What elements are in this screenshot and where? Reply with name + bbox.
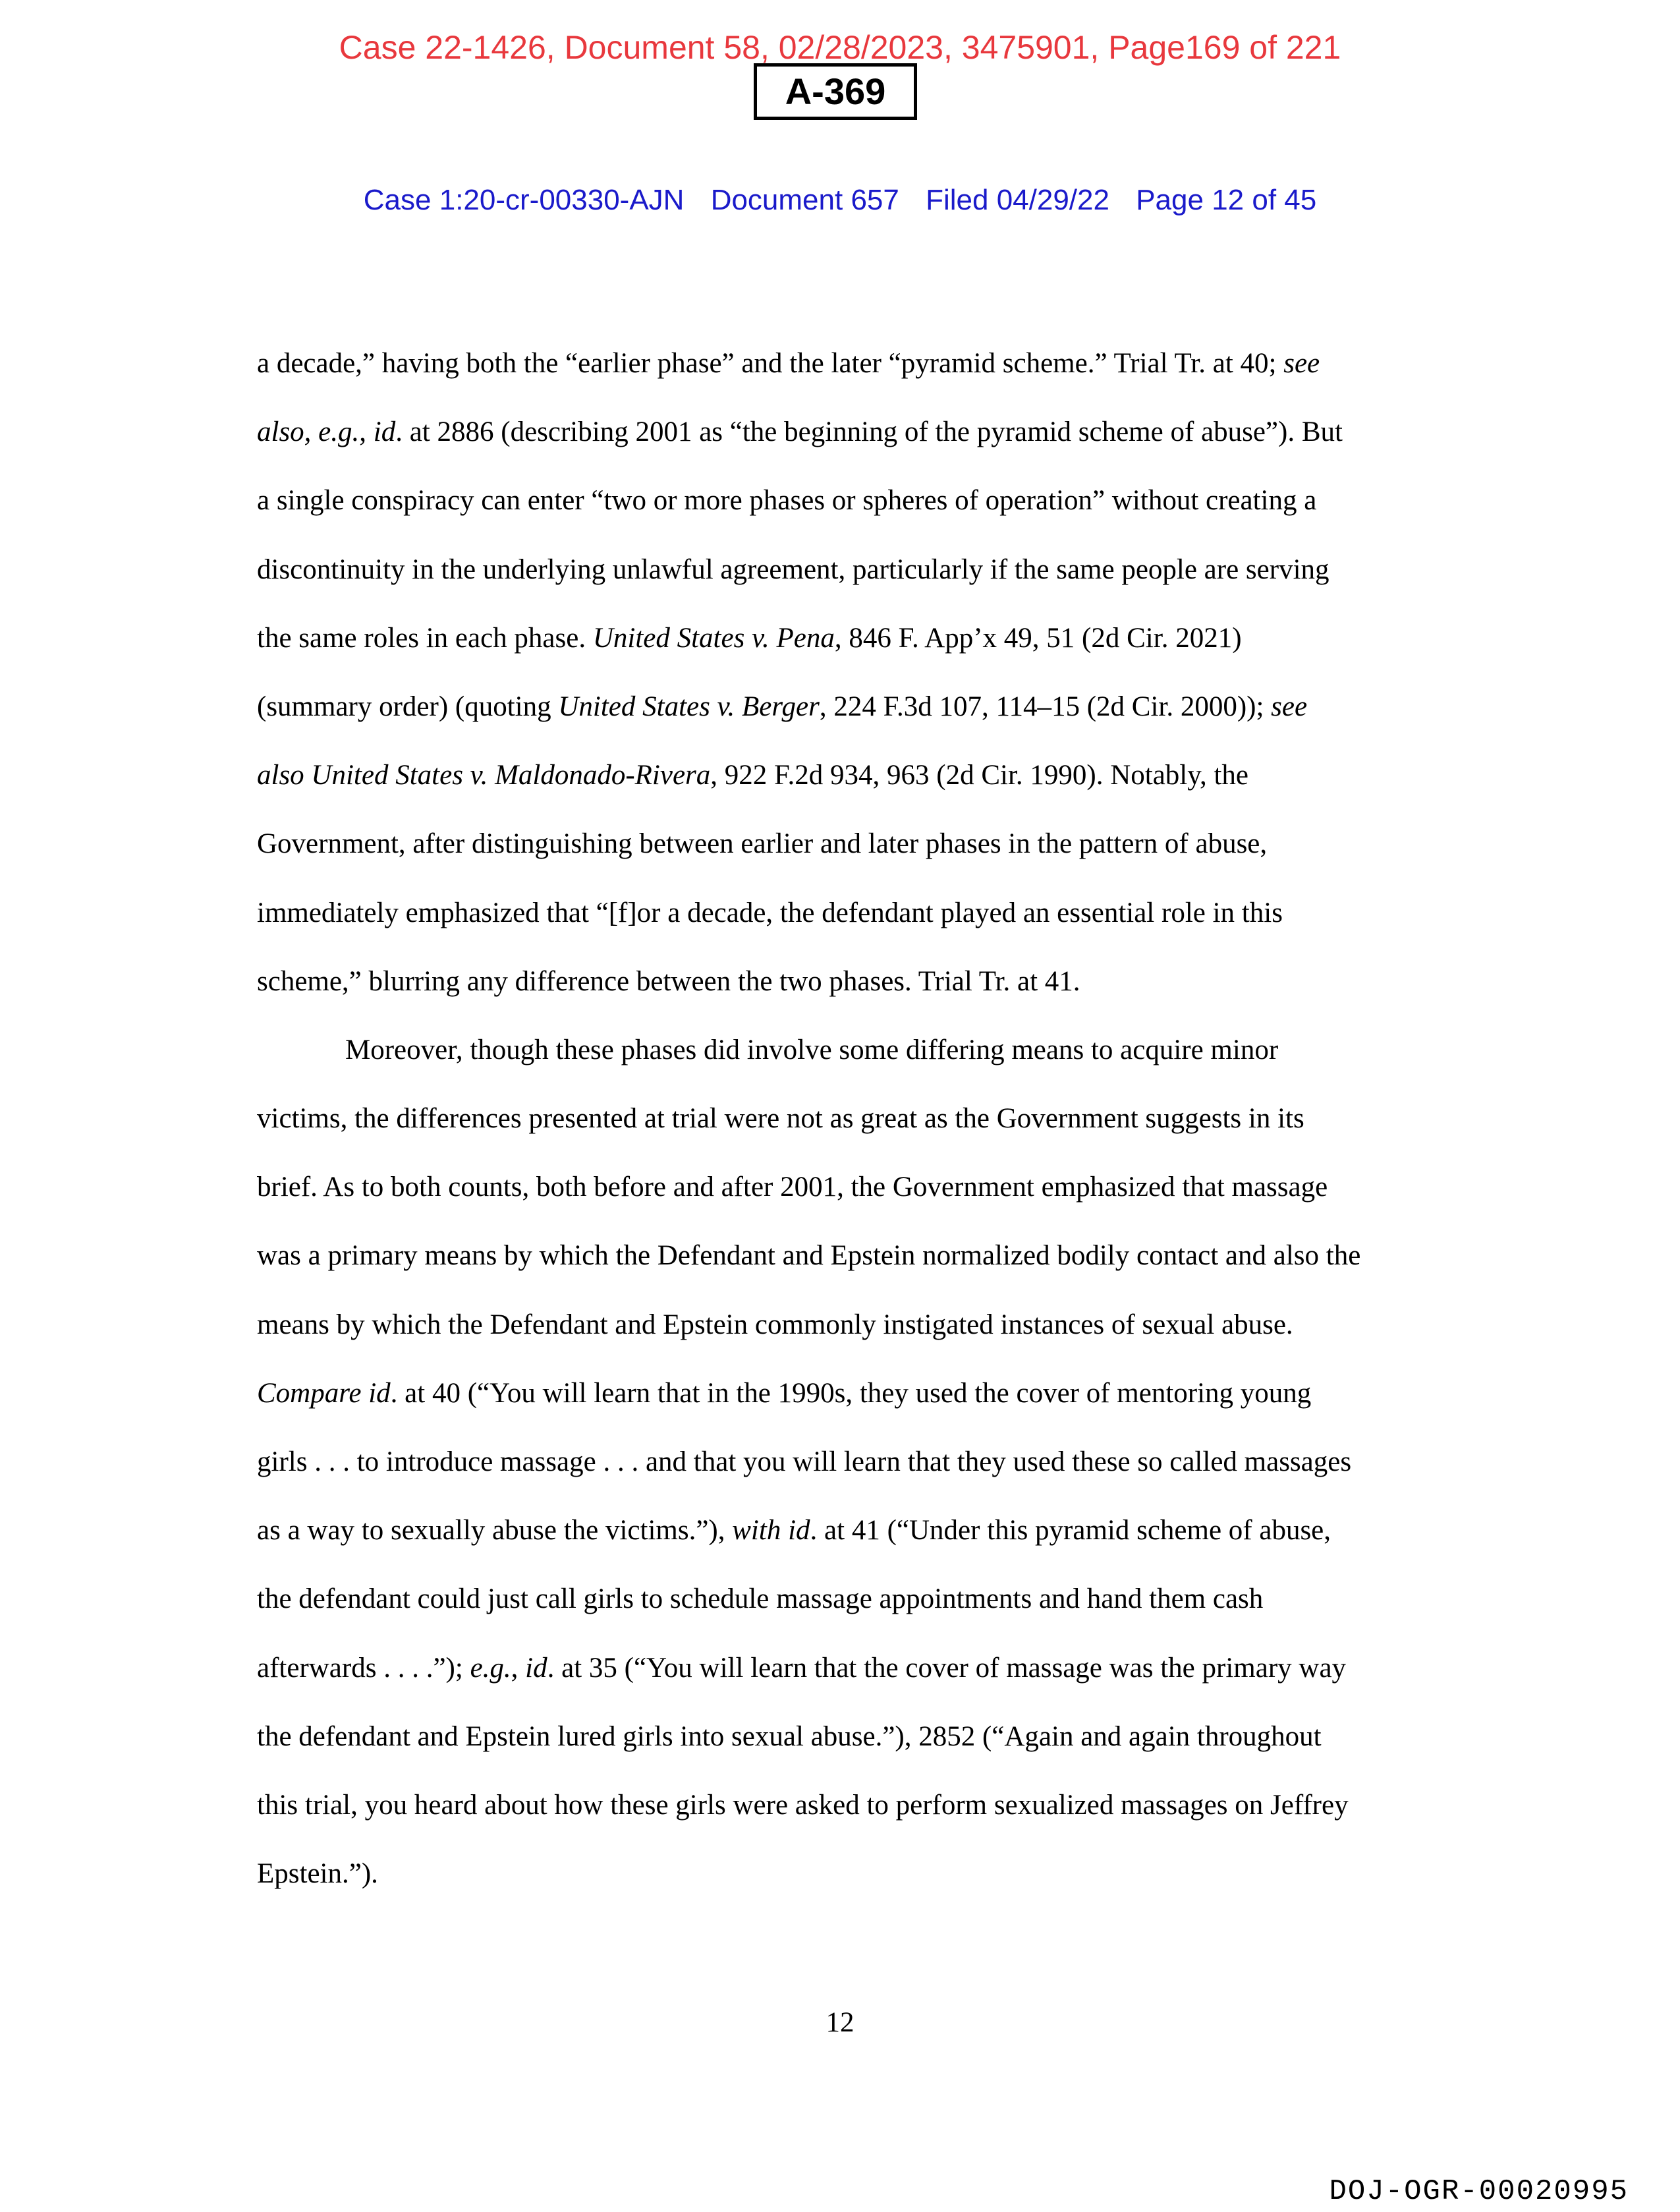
body-line	[257, 1153, 1423, 1222]
body-line	[257, 741, 1423, 810]
body-line	[257, 948, 1423, 1016]
line-text: girls . . . to introduce massage . . . and that you will learn that they used these so called massages	[257, 1446, 1352, 1477]
italic-citation-text: with id	[732, 1515, 810, 1546]
line-text: . at 41 (“Under this pyramid scheme of abuse,	[810, 1515, 1331, 1546]
body-line	[257, 1428, 1423, 1496]
line-text: victims, the differences presented at trial were not as great as the Government suggests in its	[257, 1103, 1304, 1135]
line-text: . at 2886 (describing 2001 as “the beginning of the pyramid scheme of abuse”). But	[395, 416, 1343, 448]
line-text: . at 40 (“You will learn that in the 1990s, they used the cover of mentoring young	[390, 1377, 1312, 1409]
body-line	[257, 1703, 1423, 1771]
appeal-case-header: Case 22-1426, Document 58, 02/28/2023, 3475901, Page169 of 221	[339, 29, 1341, 66]
italic-citation-text: see	[1283, 348, 1320, 379]
district-document-number: Document 657	[710, 184, 899, 216]
body-line	[257, 879, 1423, 948]
body-line	[257, 467, 1423, 535]
line-text: , 922 F.2d 934, 963 (2d Cir. 1990). Notably, the	[710, 760, 1248, 791]
district-case-number: Case 1:20-cr-00330-AJN	[363, 184, 685, 216]
line-text: Government, after distinguishing between earlier and later phases in the pattern of abuse,	[257, 828, 1268, 860]
italic-citation-text: also, e.g.	[257, 416, 360, 448]
line-text: Epstein.”).	[257, 1858, 378, 1890]
district-filed-date: Filed 04/29/22	[926, 184, 1109, 216]
line-text: a decade,” having both the “earlier phase” and the later “pyramid scheme.” Trial Tr. at 40;	[257, 348, 1284, 379]
italic-citation-text: United States v. Pena	[592, 622, 835, 654]
line-text: ,	[511, 1652, 526, 1684]
line-text: immediately emphasized that “[f]or a decade, the defendant played an essential role in this	[257, 897, 1283, 928]
italic-citation-text: e.g.	[470, 1652, 511, 1684]
line-text: the defendant could just call girls to schedule massage appointments and hand them cash	[257, 1583, 1264, 1615]
body-line	[257, 1016, 1423, 1085]
body-line	[257, 398, 1423, 467]
district-page-count: Page 12 of 45	[1136, 184, 1317, 216]
line-text: , 224 F.3d 107, 114–15 (2d Cir. 2000));	[819, 691, 1272, 722]
line-text: , 846 F. App’x 49, 51 (2d Cir. 2021)	[834, 622, 1242, 654]
body-line	[257, 1634, 1423, 1703]
body-line	[257, 1291, 1423, 1359]
body-line	[257, 1085, 1423, 1153]
line-text: this trial, you heard about how these girls were asked to perform sexualized massages on Jeffrey	[257, 1789, 1349, 1821]
body-line	[257, 604, 1423, 673]
district-case-header	[0, 181, 1680, 220]
italic-citation-text: id	[373, 416, 396, 448]
italic-citation-text: Compare id	[257, 1377, 391, 1409]
line-text: Moreover, though these phases did involve some differing means to acquire minor	[345, 1034, 1279, 1065]
body-line	[257, 673, 1423, 741]
body-line	[257, 329, 1423, 398]
italic-citation-text: United States v. Berger	[558, 691, 820, 722]
opinion-body-text	[257, 329, 1423, 1908]
line-text: means by which the Defendant and Epstein commonly instigated instances of sexual abuse.	[257, 1309, 1293, 1340]
line-text: as a way to sexually abuse the victims.”),	[257, 1515, 733, 1546]
line-text: brief. As to both counts, both before and after 2001, the Government emphasized that massage	[257, 1172, 1328, 1203]
line-text: was a primary means by which the Defendant and Epstein normalized bodily contact and also the	[257, 1240, 1361, 1272]
line-text: the defendant and Epstein lured girls into sexual abuse.”), 2852 (“Again and again throughout	[257, 1720, 1322, 1752]
line-text: afterwards . . . .”);	[257, 1652, 470, 1684]
body-line	[257, 810, 1423, 878]
body-line	[257, 1565, 1423, 1633]
line-text: a single conspiracy can enter “two or more phases or spheres of operation” without creating a	[257, 485, 1317, 517]
line-text: (summary order) (quoting	[257, 691, 559, 722]
body-line	[257, 536, 1423, 604]
body-line	[257, 1359, 1423, 1428]
italic-citation-text: also United States v. Maldonado-Rivera	[257, 760, 711, 791]
line-text: discontinuity in the underlying unlawful agreement, particularly if the same people are serving	[257, 553, 1330, 585]
line-text: scheme,” blurring any difference between the two phases. Trial Tr. at 41.	[257, 965, 1080, 997]
body-line	[257, 1222, 1423, 1290]
italic-citation-text: see	[1271, 691, 1308, 722]
appendix-page-label: A-369	[754, 63, 917, 120]
body-line	[257, 1771, 1423, 1840]
line-text: the same roles in each phase.	[257, 622, 593, 654]
line-text: . at 35 (“You will learn that the cover of massage was the primary way	[547, 1652, 1347, 1684]
line-text: ,	[359, 416, 374, 448]
body-line	[257, 1840, 1423, 1908]
bates-number: DOJ-OGR-00020995	[1329, 2175, 1629, 2208]
body-line	[257, 1496, 1423, 1565]
italic-citation-text: id	[525, 1652, 547, 1684]
page-number: 12	[826, 2007, 854, 2038]
